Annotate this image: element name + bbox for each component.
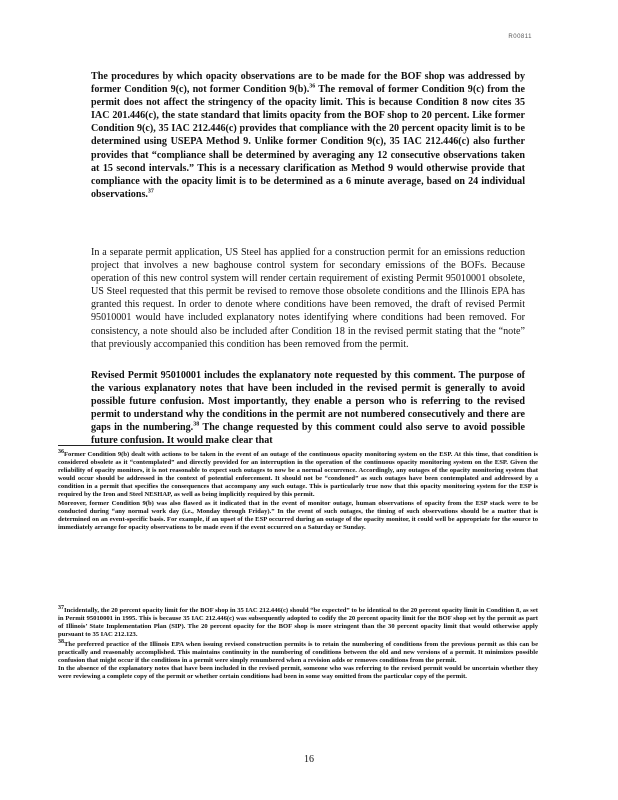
footnote-ref-37: 37 — [147, 188, 154, 195]
footnote-continuation: Moreover, former Condition 9(b) was also flawed as it indicated that in the event of monitor outage, human observations of opacity from the ESP stack were to be conducted during “any normal work day (i.e., Monday through Friday).” In the event of such outages, the timing of such observations should be a matter that is determined on an event-specific basis. For example, if an upset of the ESP occurred during an outage of the opacity monitor, it could well be appropriate for the source to immediately arrange for opacity observations to be made even if the event occurred on a Saturday or Sunday. — [58, 499, 538, 531]
footnote-ref-38: 38 — [193, 422, 200, 429]
footnote-number: 37 — [58, 604, 64, 611]
paragraph-separate-application: In a separate permit application, US Steel has applied for a construction permit for an emissions reduction project that involves a new baghouse control system for secondary emissions of the BOFs. Because operation of this new control system will render certain requirement of existing Permit 95010001 obsolete, US Steel requested that this permit be revised to remove those obsolete conditions and the Illinois EPA has granted this request. In order to denote where conditions have been removed, the draft of revised Permit 95010001 would have included explanatory notes identifying where conditions had been removed. For consistency, a note should also be included after Condition 18 in the revised permit stating that the “note” that previously accompanied this condition has been removed from the permit. — [91, 247, 525, 350]
footnote-ref-36: 36 — [309, 83, 316, 90]
footnote-number: 38 — [58, 638, 64, 645]
paragraph-condition-9c — [91, 70, 525, 201]
footnote-37 — [58, 604, 538, 639]
paragraph-text: The procedures by which opacity observations are to be made for the BOF shop was addressed by former Condition 9(c), not former Condition 9(b).$^{36}$ The removal of former Condition 9(c) from the permit does not affect the stringency of the opacity limit. This is because Condition 8 now cites 35 IAC 201.446(c), the state standard that limits opacity from the BOF shop to 20 percent. Like former Condition 9(c), 35 IAC 212.446(c) provides that compliance with the 20 percent opacity limit is to be determined using USEPA Method 9. Unlike former Condition 9(c), 35 IAC 212.446(c) also further provides that “compliance shall be determined by averaging any 12 consecutive observations taken at 15 second intervals.” This is a necessary clarification as Method 9 would otherwise provide that compliance with the opacity limit is to be determined as a 6 minute average, based on 24 individual observations. — [91, 71, 525, 200]
footnote-text: The preferred practice of the Illinois EPA when issuing revised construction permits is to retain the numbering of conditions from the previous permit as this can be practically and reasonably accomplished. This maintains continuity in the numbering of conditions between the old and new versions of a permit. It minimizes possible confusion that might occur if the conditions in a permit were simply renumbered when a revision adds or removes conditions from the permit. — [58, 641, 538, 665]
bates-number: R00811 — [508, 34, 532, 40]
footnote-text: Former Condition 9(b) dealt with actions to be taken in the event of an outage of the continuous opacity monitoring system on the ESP. At this time, that condition is considered obsolete as it “contemplated” and directly provided for an interruption in the operation of the continuous opacity monitoring system on the ESP. Given the reliability of opacity monitors, it is not reasonable to expect such outages to now be a normal occurrence. Accordingly, any outages of the opacity monitoring system that would occur should be addressed in the context of potential enforcement. It should not be “condoned” as such outages have been contemplated and addressed by a condition in a permit that specifies the consequences that accompany any such outage. This is particularly true now that this opacity monitoring system for the ESP is required by the Iron and Steel NESHAP, as well as being implicitly required by this permit. — [58, 451, 538, 499]
footnote-38 — [58, 638, 538, 681]
footnote-text: Incidentally, the 20 percent opacity limit for the BOF shop in 35 IAC 212.446(c) should “be expected” to be identical to the 20 percent opacity limit in Condition 8, as set in Permit 95010001 in 1995. This is because 35 IAC 212.446(c) was subsequently adopted to codify the 20 percent opacity limit for the BOF shop set by the permit as part of Illinois’ State Implementation Plan (SIP). The 20 percent opacity for the BOF shop is more stringent than the 30 percent opacity limit that would otherwise apply pursuant to 35 IAC 212.123. — [58, 607, 538, 639]
footnote-number: 36 — [58, 448, 64, 455]
footnote-36 — [58, 448, 538, 532]
footnote-continuation: In the absence of the explanatory notes that have been included in the revised permit, someone who was referring to the revised permit would be uncertain whether they were reviewing a complete copy of the permit or whether certain conditions had been in some way omitted from the particular copy of the permit. — [58, 665, 538, 681]
page-number: 16 — [304, 754, 314, 765]
paragraph-text: Revised Permit 95010001 includes the explanatory note requested by this comment. The purpose of the various explanatory notes that have been included in the revised permit is generally to avoid possible future confusion. Most importantly, they enable a person who is referring to the revised permit to understand why the conditions in the permit are not numbered consecutively and there are gaps in the numbering.$^{38}$ The change requested by this comment could also serve to avoid possible future confusion. It would make clear that — [91, 370, 526, 447]
paragraph-explanatory-note — [91, 369, 525, 448]
footnote-divider — [58, 445, 210, 446]
